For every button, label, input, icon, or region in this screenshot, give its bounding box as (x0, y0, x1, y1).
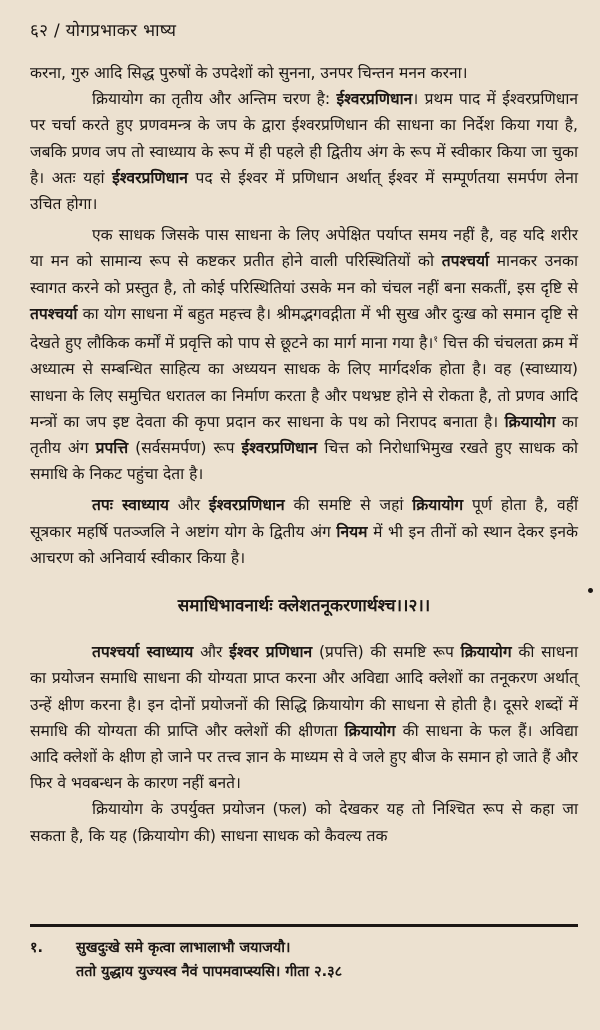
bold-term: ईश्वर प्रणिधान (229, 643, 313, 662)
paragraphs-after-sutra (30, 639, 578, 849)
book-title: योगप्रभाकर भाष्य (65, 21, 177, 41)
paragraph (30, 222, 578, 487)
text-run: । प्रथम पाद में ईश्वरप्रणिधान पर चर्चा करते हुए प्रणवमन्त्र के जप के द्वारा ईश्वरप्रणिधान की साधना का निर्देश किया गया है, जबकि प्रणव जप तो स्वाध्याय के रूप में ही पहले ही द्वितीय अंग के रूप में स्वीकार किया जा चुका है। अतः यहां (30, 90, 579, 187)
footnote-rule (30, 924, 578, 927)
footnote-verse-1: सुखदुःखे समे कृत्वा लाभालाभौ जयाजयौ। (76, 940, 291, 956)
text-run: और (168, 496, 209, 515)
text-run: चित्त को निरोधाभिमुख रखते हुए साधक को समाधि के निकट पहुंचा देता है। (30, 439, 578, 484)
text-run: क्रियायोग का तृतीय और अन्तिम चरण है: (92, 90, 337, 109)
bold-term: तपश्चर्या (441, 252, 490, 271)
bold-term: नियम (336, 522, 368, 541)
text-run: करना, गुरु आदि सिद्ध पुरुषों के उपदेशों को सुनना, उनपर चिन्तन मनन करना। (30, 64, 468, 82)
footnote-line-2: ततो युद्धाय युज्यस्व नैवं पापमवाप्स्यसि। गीता २.३८ (76, 964, 343, 980)
text-run: पूर्ण होता है, वहीं सूत्रकार महर्षि पतञ्जलि ने अष्टांग योग के द्वितीय अंग (30, 496, 579, 541)
bold-term: क्रियायोग (344, 721, 396, 740)
bold-term: ईश्वरप्रणिधान (336, 90, 413, 109)
bold-term: तपश्चर्या स्वाध्याय (92, 643, 194, 662)
text-run: क्रियायोग के उपर्युक्त प्रयोजन (फल) को देखकर यह तो निश्चित रूप से कहा जा सकता है, कि यह (क्रियायोग की) साधना साधक को कैवल्य तक (30, 800, 578, 845)
paragraph (30, 60, 578, 86)
page-header (30, 18, 176, 41)
footnote-line-1 (30, 936, 578, 960)
margin-dot (588, 588, 593, 593)
paragraph (30, 86, 578, 217)
bold-term: ईश्वरप्रणिधान (208, 496, 285, 515)
text-run: (सर्वसमर्पण) रूप (128, 439, 242, 458)
paragraph (30, 492, 578, 571)
text-run: की समष्टि से जहां (284, 496, 413, 515)
text-run: का योग साधना में बहुत महत्त्व है। श्रीमद्भगवद्गीता में भी सुख और दुःख को समान दृष्टि से देखते हुए लौकिक कर्मों में प्रवृत्ति को पाप से छूटने का मार्ग माना गया है। (30, 304, 578, 353)
sutra-heading: समाधिभावनार्थः क्लेशतनूकरणार्थश्च।।२।। (177, 596, 431, 617)
text-run: और (193, 643, 230, 662)
paragraph (30, 639, 578, 796)
header-separator: / (54, 21, 61, 41)
text-run: पद से ईश्वर में प्रणिधान अर्थात् ईश्वर में सम्पूर्णतया समर्पण लेना उचित होगा। (30, 168, 578, 214)
text-run: चित्त की चंचलता क्रम में अध्यात्म से सम्बन्धित साहित्य का अध्ययन साधक के लिए मार्गदर्शक होता है। वह (स्वाध्याय) साधना के लिए समुचित धरातल का निर्माण करता है और पथभ्रष्ट होने से रोकता है, तो प्रणव आदि मन्त्रों का जप इष्ट देवता की कृपा प्रदान कर साधना के पथ को निरापद बनाता है। (30, 334, 578, 431)
bold-term: क्रियायोग (504, 412, 556, 431)
bold-term: तपश्चर्या (30, 304, 78, 323)
footnote-ref: १ (433, 335, 439, 346)
text-run: की साधना के फल हैं। अविद्या आदि क्लेशों के क्षीण हो जाने पर तत्त्व ज्ञान के माध्यम से वे जले हुए बीज के समान हो जाते हैं और फिर वे भवबन्धन के कारण नहीं बनते। (30, 721, 578, 793)
text-run: एक साधक जिसके पास साधना के लिए अपेक्षित पर्याप्त समय नहीं है, वह यदि शरीर या मन को सामान्य रूप से कष्टकर प्रतीत होने वाली परिस्थितियों को (30, 226, 578, 271)
text-run: मानकर उनका स्वागत करने को प्रस्तुत है, तो कोई परिस्थितियां उसके मन को चंचल नहीं बना सकतीं, इस दृष्टि से (30, 252, 578, 297)
bold-term: तपः स्वाध्याय (92, 496, 169, 515)
text-run: में भी इन तीनों को स्थान देकर इनके आचरण को अनिवार्य स्वीकार किया है। (30, 522, 578, 567)
bold-term: ईश्वरप्रणिधान (112, 168, 188, 187)
text-run: की साधना का प्रयोजन समाधि साधना की योग्यता प्राप्त करना और अविद्या आदि क्लेशों का तनूकरण अर्थात् उन्हें क्षीण करना है। इन दोनों प्रयोजनों की सिद्धि क्रियायोग की साधना से होती है। दूसरे शब्दों में समाधि की योग्यता की प्राप्ति और क्लेशों की क्षीणता (30, 643, 578, 740)
page-number: ६२ (30, 21, 49, 41)
footnote-number: १. (30, 940, 43, 956)
bold-term: क्रियायोग (412, 496, 464, 515)
paragraphs-before-sutra (30, 60, 578, 571)
body-text (30, 60, 578, 849)
text-run: (प्रपत्ति) की समष्टि रूप (312, 643, 461, 662)
footnote (30, 936, 578, 984)
bold-term: क्रियायोग (460, 643, 512, 662)
bold-term: प्रपत्ति (95, 439, 129, 458)
text-run: का तृतीय अंग (30, 412, 578, 458)
bold-term: ईश्वरप्रणिधान (241, 439, 318, 458)
paragraph (30, 796, 578, 848)
